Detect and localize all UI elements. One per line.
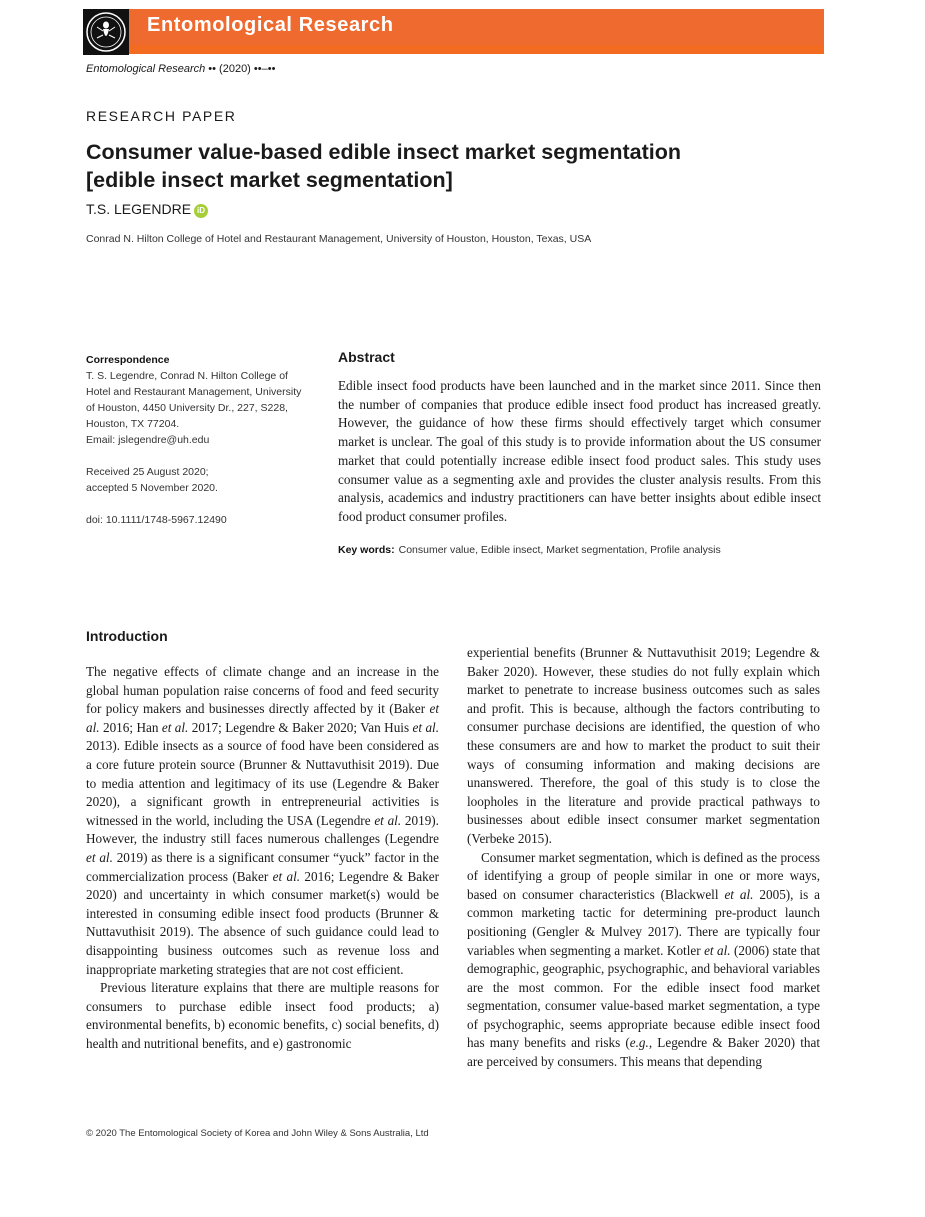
text-run: 2019) as there is a significant consumer “yuck” factor in the commercialization process (Baker (86, 849, 439, 884)
correspondence-line: T. S. Legendre, Conrad N. Hilton College of (86, 370, 288, 382)
italic-text-run: et al. (86, 701, 439, 735)
journal-title: Entomological Research (147, 14, 394, 36)
article-title (86, 138, 826, 194)
paragraph (86, 979, 439, 1053)
text-run: 2017; Legendre & Baker 2020; Van Huis (188, 719, 413, 735)
society-logo (83, 9, 129, 55)
citation-journal: Entomological Research (86, 63, 206, 75)
italic-text-run: et al. (161, 719, 189, 735)
italic-text-run: et al. (412, 719, 440, 735)
abstract-body: Edible insect food products have been launched and in the market since 2011. Since then the number of companies that produce edible insect food product has increased greatly. However, the guidance of how these firms should effectively target which consumer market is unclear. The goal of this study is to provide information about the US consumer market that could potentially increase edible insect food product sales. This study uses consumer value as a segmenting axle and provides the cluster analysis results. From this analysis, academics and industry practitioners can have better insights about edible insect food product consumer profiles. (338, 378, 821, 524)
orcid-icon[interactable]: iD (194, 204, 208, 218)
keywords-label: Key words: (338, 544, 395, 556)
italic-text-run: et al. (374, 812, 402, 828)
text-run: 2005), is a common marketing tactic for determining pre-product launch positioning (Gengler & Mulvey 2017). There are typically four variables when segmenting a market. Kotler (467, 886, 820, 958)
text-run: Previous literature explains that there are multiple reasons for consumers to purchase edible insect food products; a) environmental benefits, b) economic benefits, c) social benefits, d) health and nutritional benefits, and e) gastronomic (86, 980, 439, 1051)
correspondence-line: Houston, TX 77204. (86, 418, 180, 430)
body-column-right (467, 644, 820, 1072)
keywords (338, 544, 721, 556)
paragraph (86, 663, 439, 979)
correspondence-email[interactable]: Email: jslegendre@uh.edu (86, 434, 210, 446)
paragraph (467, 849, 820, 1072)
correspondence-line: Hotel and Restaurant Management, University (86, 386, 302, 398)
text-run: 2013). Edible insects as a source of food have been considered as a core future protein source (Brunner & Nuttavuthisit 2019). Due to media attention and legitimacy of its use (Legendre & Baker 2020), a significant growth in entrepreneurial activities is witnessed in the world, including the USA (Legendre (86, 738, 439, 828)
italic-text-run: et al. (86, 849, 113, 865)
introduction-heading: Introduction (86, 628, 168, 644)
correspondence-heading: Correspondence (86, 354, 170, 366)
text-run: 2016; Han (99, 719, 162, 735)
italic-text-run: et al. (704, 942, 731, 958)
doi-link[interactable]: doi: 10.1111/1748-5967.12490 (86, 514, 227, 526)
citation-line (86, 63, 275, 75)
text-run: experiential benefits (Brunner & Nuttavuthisit 2019; Legendre & Baker 2020). However, these studies do not fully explain which market to penetrate to increase business outcomes such as sales and profit. This is because, although the factors contributing to consumer purchase decisions are identified, the question of who these consumers are and how to market the product to suit their ways of consuming information and making decisions are unanswered. Therefore, the goal of this study is to close the loopholes in the literature and provide practical pathways to businesses about edible insect consumer market segmentation (Verbeke 2015). (467, 645, 820, 846)
italic-text-run: e.g. (629, 1035, 649, 1051)
italic-text-run: et al. (272, 868, 301, 884)
affiliation: Conrad N. Hilton College of Hotel and Restaurant Management, University of Houston, Houston, Texas, USA (86, 233, 592, 245)
author-name: T.S. LEGENDRE (86, 201, 192, 217)
article-title-line-2: [edible insect market segmentation] (86, 168, 453, 192)
text-run: Consumer market segmentation, which is defined as the process of identifying a group of people similar in one or more ways, based on consumer characteristics (Blackwell (467, 849, 820, 902)
citation-rest: •• (2020) ••–•• (205, 63, 276, 75)
keywords-list: Consumer value, Edible insect, Market segmentation, Profile analysis (398, 544, 721, 556)
abstract-heading: Abstract (338, 349, 395, 365)
journal-header-strip (129, 45, 824, 54)
italic-text-run: et al. (724, 886, 754, 902)
article-title-line-1: Consumer value-based edible insect market segmentation (86, 140, 682, 164)
section-label: RESEARCH PAPER (86, 108, 237, 124)
text-run: 2016; Legendre & Baker 2020) and uncertainty in which consumer market(s) would be interested in consuming edible insect food products (Brunner & Nuttavuthisit 2019). The absence of such guidance could lead to disappointing business outcomes such as revenue loss and inappropriate marketing strategies that are not cost efficient. (86, 868, 439, 977)
text-run: The negative effects of climate change and an increase in the global human population raise concerns of food and feed security for policy makers and businesses directly affected by it (Baker (86, 664, 439, 717)
text-run: (2006) state that demographic, geographic, psychographic, and behavioral variables are the most common. For the edible insect food market segmentation, consumer value-based market segmentation, a type of psychographic, seems appropriate because edible insect food has many benefits and risks ( (467, 942, 820, 1051)
text-run: , Legendre & Baker 2020) that are perceived by consumers. This means that depending (467, 1035, 821, 1070)
copyright-notice: © 2020 The Entomological Society of Korea and John Wiley & Sons Australia, Ltd (86, 1128, 429, 1139)
accepted-date: accepted 5 November 2020. (86, 482, 218, 494)
body-column-left (86, 663, 439, 1053)
society-seal-icon (83, 9, 129, 55)
received-date: Received 25 August 2020; (86, 466, 209, 478)
text-run: 2019). However, the industry still faces numerous challenges (Legendre (86, 812, 439, 847)
correspondence-block (86, 352, 326, 528)
correspondence-line: of Houston, 4450 University Dr., 227, S228, (86, 402, 288, 414)
paragraph (467, 644, 820, 849)
author-line (86, 201, 208, 218)
